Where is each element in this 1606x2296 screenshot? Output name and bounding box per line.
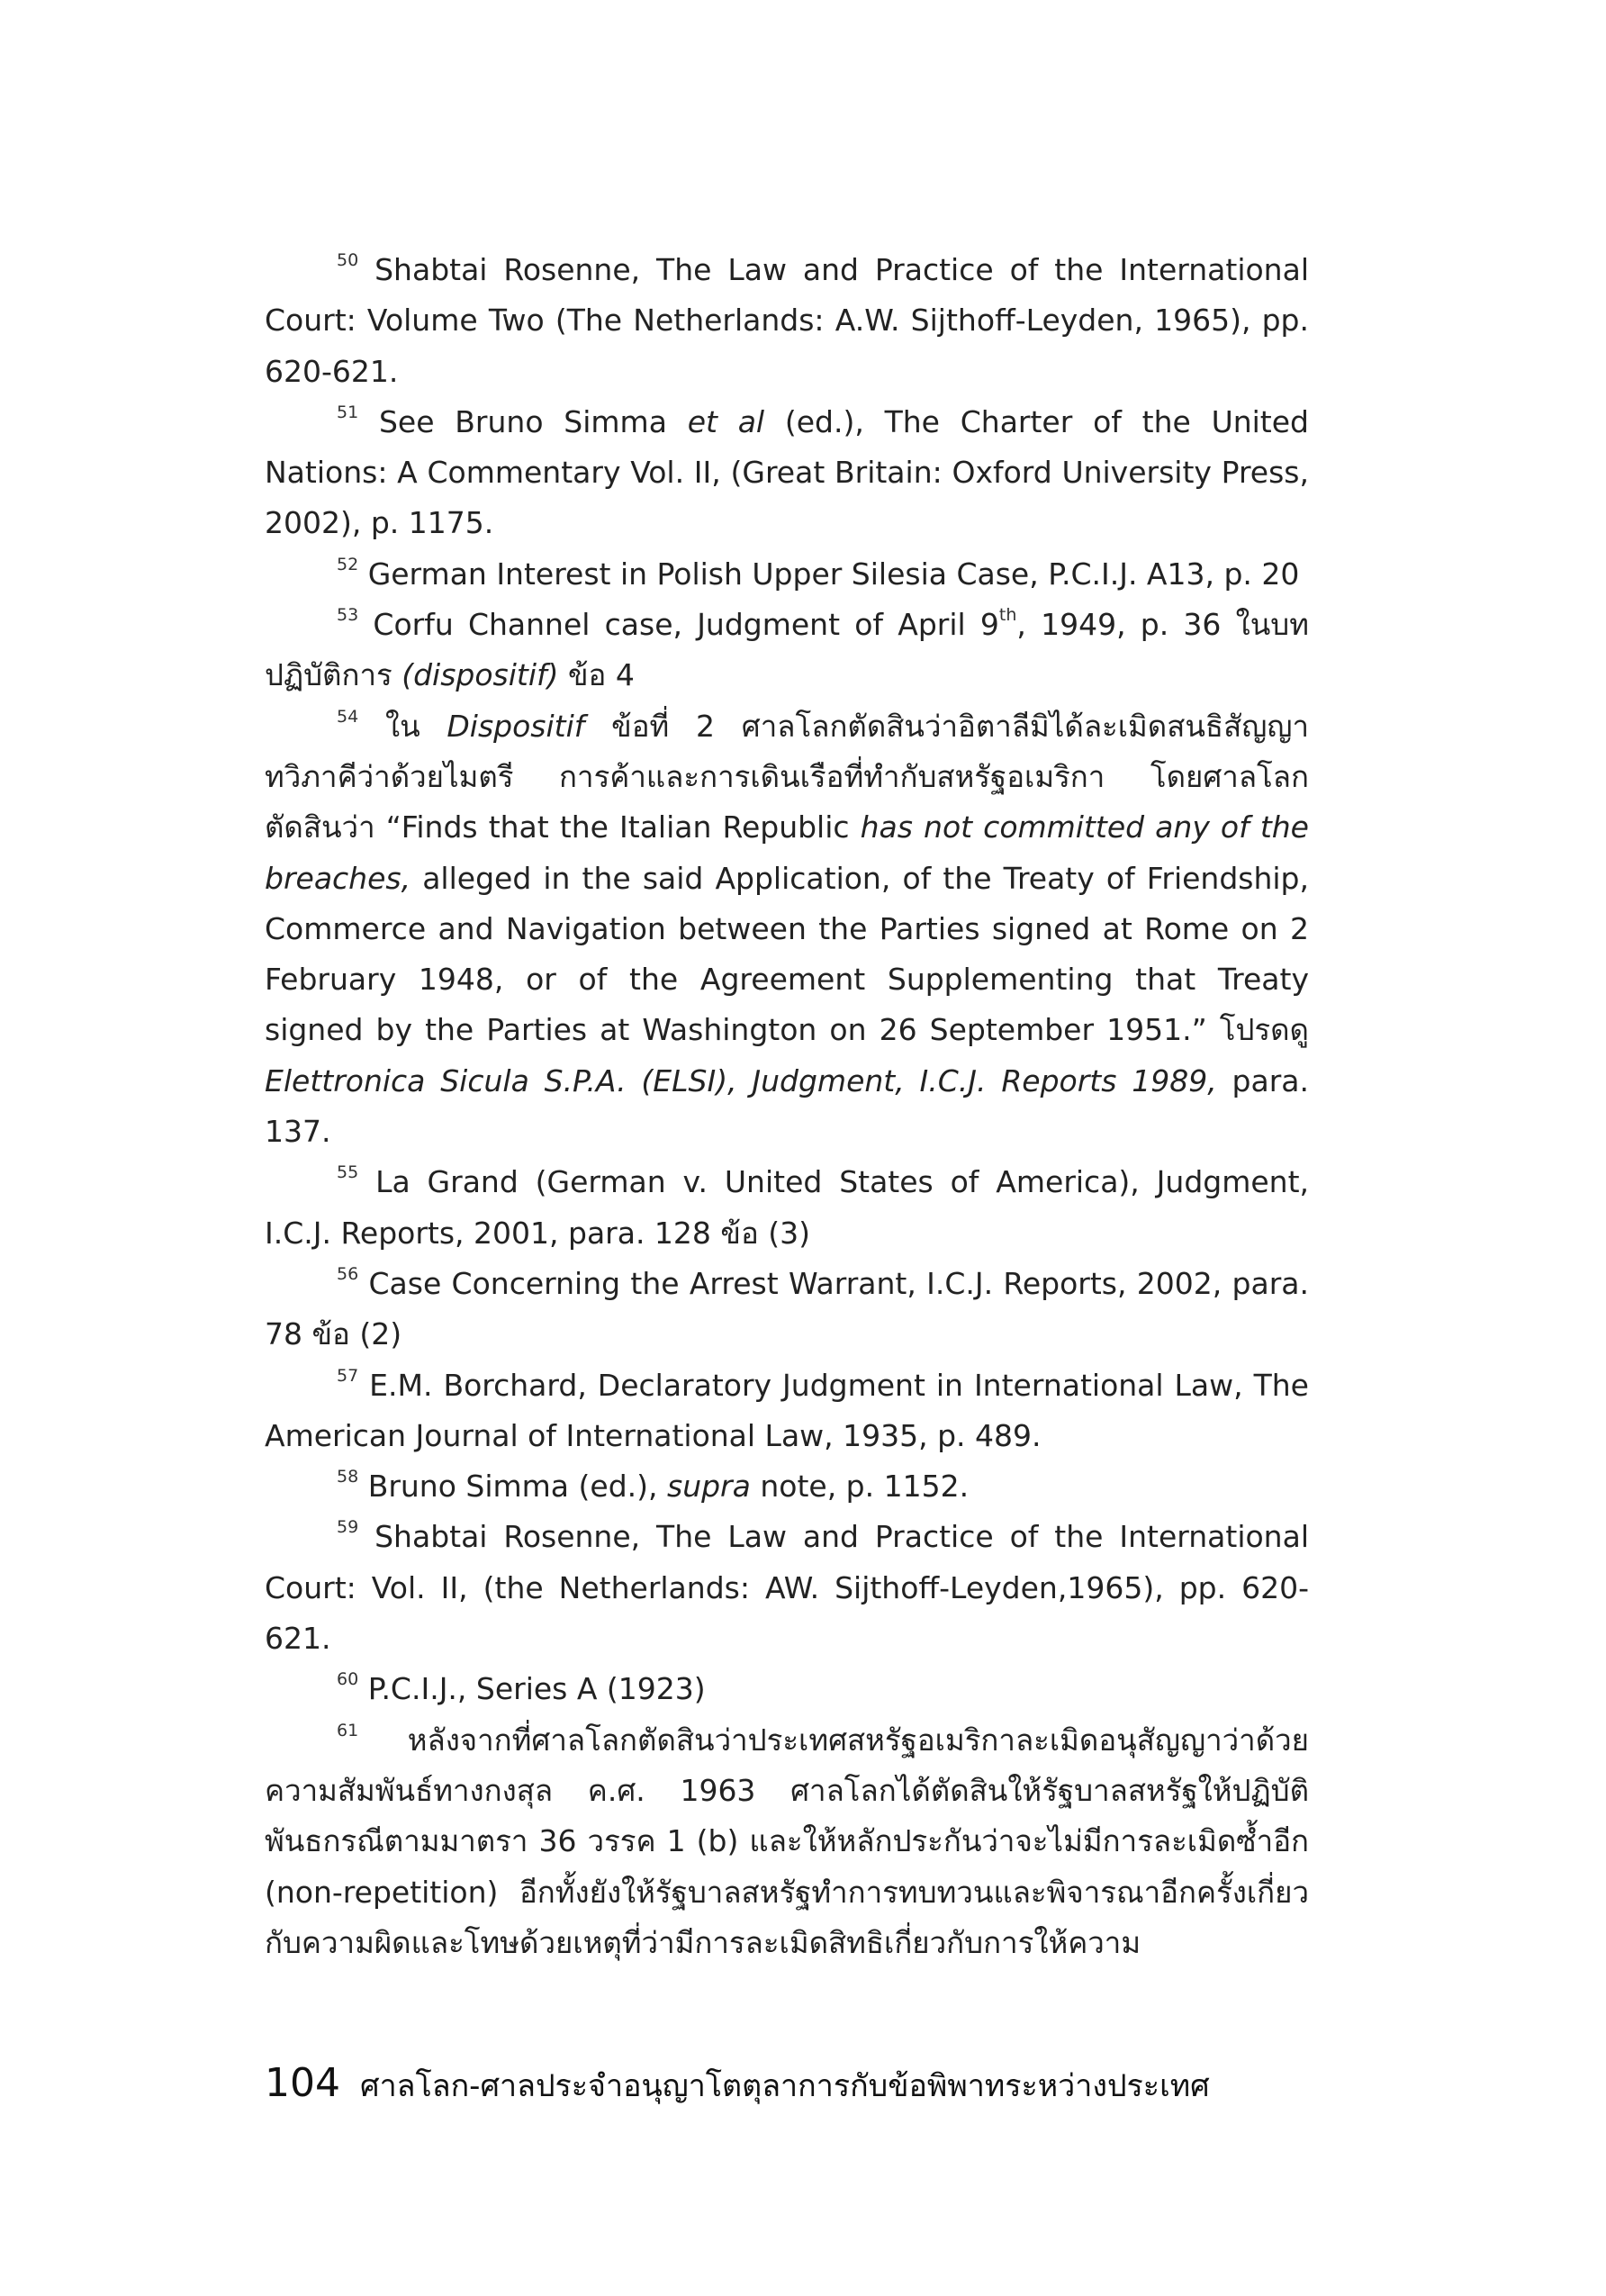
footnote-60 [265, 1664, 1309, 1714]
footnote-text: German Interest in Polish Upper Silesia Case, P.C.I.J. A13, p. 20 [367, 556, 1300, 592]
footnote-58 [265, 1461, 1309, 1512]
page-number: 104 [265, 2060, 340, 2106]
footnote-number: 53 [337, 605, 359, 626]
footnote-55 [265, 1157, 1309, 1259]
superscript-text: th [998, 605, 1017, 626]
italic-text: Elettronica Sicula S.P.A. (ELSI), Judgment, I.C.J. Reports 1989, [265, 1062, 1217, 1098]
book-title: ศาลโลก-ศาลประจำอนุญาโตตุลาการกับข้อพิพาทระหว่างประเทศ [359, 2068, 1210, 2104]
footnote-59 [265, 1512, 1309, 1664]
footnote-53 [265, 600, 1309, 701]
italic-text: supra [667, 1469, 751, 1505]
footnote-text: Bruno Simma (ed.), [367, 1469, 667, 1505]
footnote-number: 50 [337, 250, 359, 270]
footnote-text: Corfu Channel case, Judgment of April 9 [373, 607, 999, 643]
footnote-52 [265, 549, 1309, 600]
footnote-text: ข้อ 4 [558, 657, 635, 693]
footnote-text: , 1949, p. 36 ในบทปฏิบัติการ [265, 607, 1309, 693]
footnote-number: 57 [337, 1365, 359, 1386]
italic-text: et al [687, 403, 765, 439]
footnote-50 [265, 245, 1309, 397]
footnote-number: 55 [337, 1162, 359, 1183]
footnote-text: alleged in the said Application, of the Treaty of Friendship, Commerce and Navigation between the Parties signed at Rome on 2 February 1948, or of the Agreement Supplementing that Treaty signed by the Parties at Washington on 26 September 1951.” โปรดดู [265, 860, 1309, 1048]
footnote-number: 61 [337, 1720, 359, 1740]
footnote-61 [265, 1715, 1309, 1968]
footnote-text: La Grand (German v. United States of America), Judgment, I.C.J. Reports, 2001, para. 128 ข้อ (3) [265, 1164, 1310, 1251]
footnote-number: 59 [337, 1517, 359, 1538]
footnote-text: (ed.), The Charter of the United Nations: A Commentary Vol. II, (Great Britain: Oxford University Press, 2002), p. 1175. [265, 403, 1309, 541]
footnote-54 [265, 701, 1309, 1158]
footnote-text: note, p. 1152. [750, 1469, 970, 1505]
footnote-text: Shabtai Rosenne, The Law and Practice of the International Court: Volume Two (The Netherlands: A.W. Sijthoff-Leyden, 1965), pp. 620-621. [265, 252, 1309, 389]
footnote-text: ใน [384, 708, 447, 744]
footnote-text: E.M. Borchard, Declaratory Judgment in International Law, The American Journal of International Law, 1935, p. 489. [265, 1367, 1309, 1453]
footnote-number: 52 [337, 554, 359, 574]
footnote-51 [265, 397, 1309, 549]
footnote-57 [265, 1360, 1309, 1462]
footnote-number: 56 [337, 1263, 359, 1284]
footnote-number: 51 [337, 402, 359, 422]
italic-text: (dispositif) [402, 657, 559, 693]
footnote-text: หลังจากที่ศาลโลกตัดสินว่าประเทศสหรัฐอเมริกาละเมิดอนุสัญญาว่าด้วยความสัมพันธ์ทางกงสุล ค.ศ. 1963 ศาลโลกได้ตัดสินให้รัฐบาลสหรัฐให้ปฏิบัติพันธกรณีตามมาตรา 36 วรรค 1 (b) และให้หลักประกันว่าจะไม่มีการละเมิดซ้ำอีก (non-repetition) อีกทั้งยังให้รัฐบาลสหรัฐทำการทบทวนและพิจารณาอีกครั้งเกี่ยวกับความผิดและโทษด้วยเหตุที่ว่ามีการละเมิดสิทธิเกี่ยวกับการให้ความ [265, 1722, 1309, 1960]
footnote-number: 54 [337, 706, 359, 727]
footnote-text: See Bruno Simma [378, 403, 688, 439]
footnotes-section [265, 245, 1309, 1968]
footnote-number: 58 [337, 1467, 359, 1487]
italic-text: has not committed any of the breaches, [265, 809, 1309, 896]
footnote-text: P.C.I.J., Series A (1923) [367, 1671, 706, 1707]
footnote-text: ข้อที่ 2 ศาลโลกตัดสินว่าอิตาลีมิได้ละเมิดสนธิสัญญาทวิภาคีว่าด้วยไมตรี การค้าและการเดินเรือที่ทำกับสหรัฐอเมริกา โดยศาลโลกตัดสินว่า “Finds that the Italian Republic [265, 708, 1309, 845]
footnote-56 [265, 1259, 1309, 1360]
footnote-text: Shabtai Rosenne, The Law and Practice of the International Court: Vol. II, (the Netherlands: AW. Sijthoff-Leyden,1965), pp. 620-621. [265, 1519, 1309, 1657]
page-footer [265, 2060, 1309, 2110]
footnote-text: para. 137. [265, 1062, 1309, 1150]
italic-text: Dispositif [447, 708, 585, 744]
footnote-number: 60 [337, 1669, 359, 1690]
footnote-text: Case Concerning the Arrest Warrant, I.C.J. Reports, 2002, para. 78 ข้อ (2) [265, 1265, 1309, 1352]
